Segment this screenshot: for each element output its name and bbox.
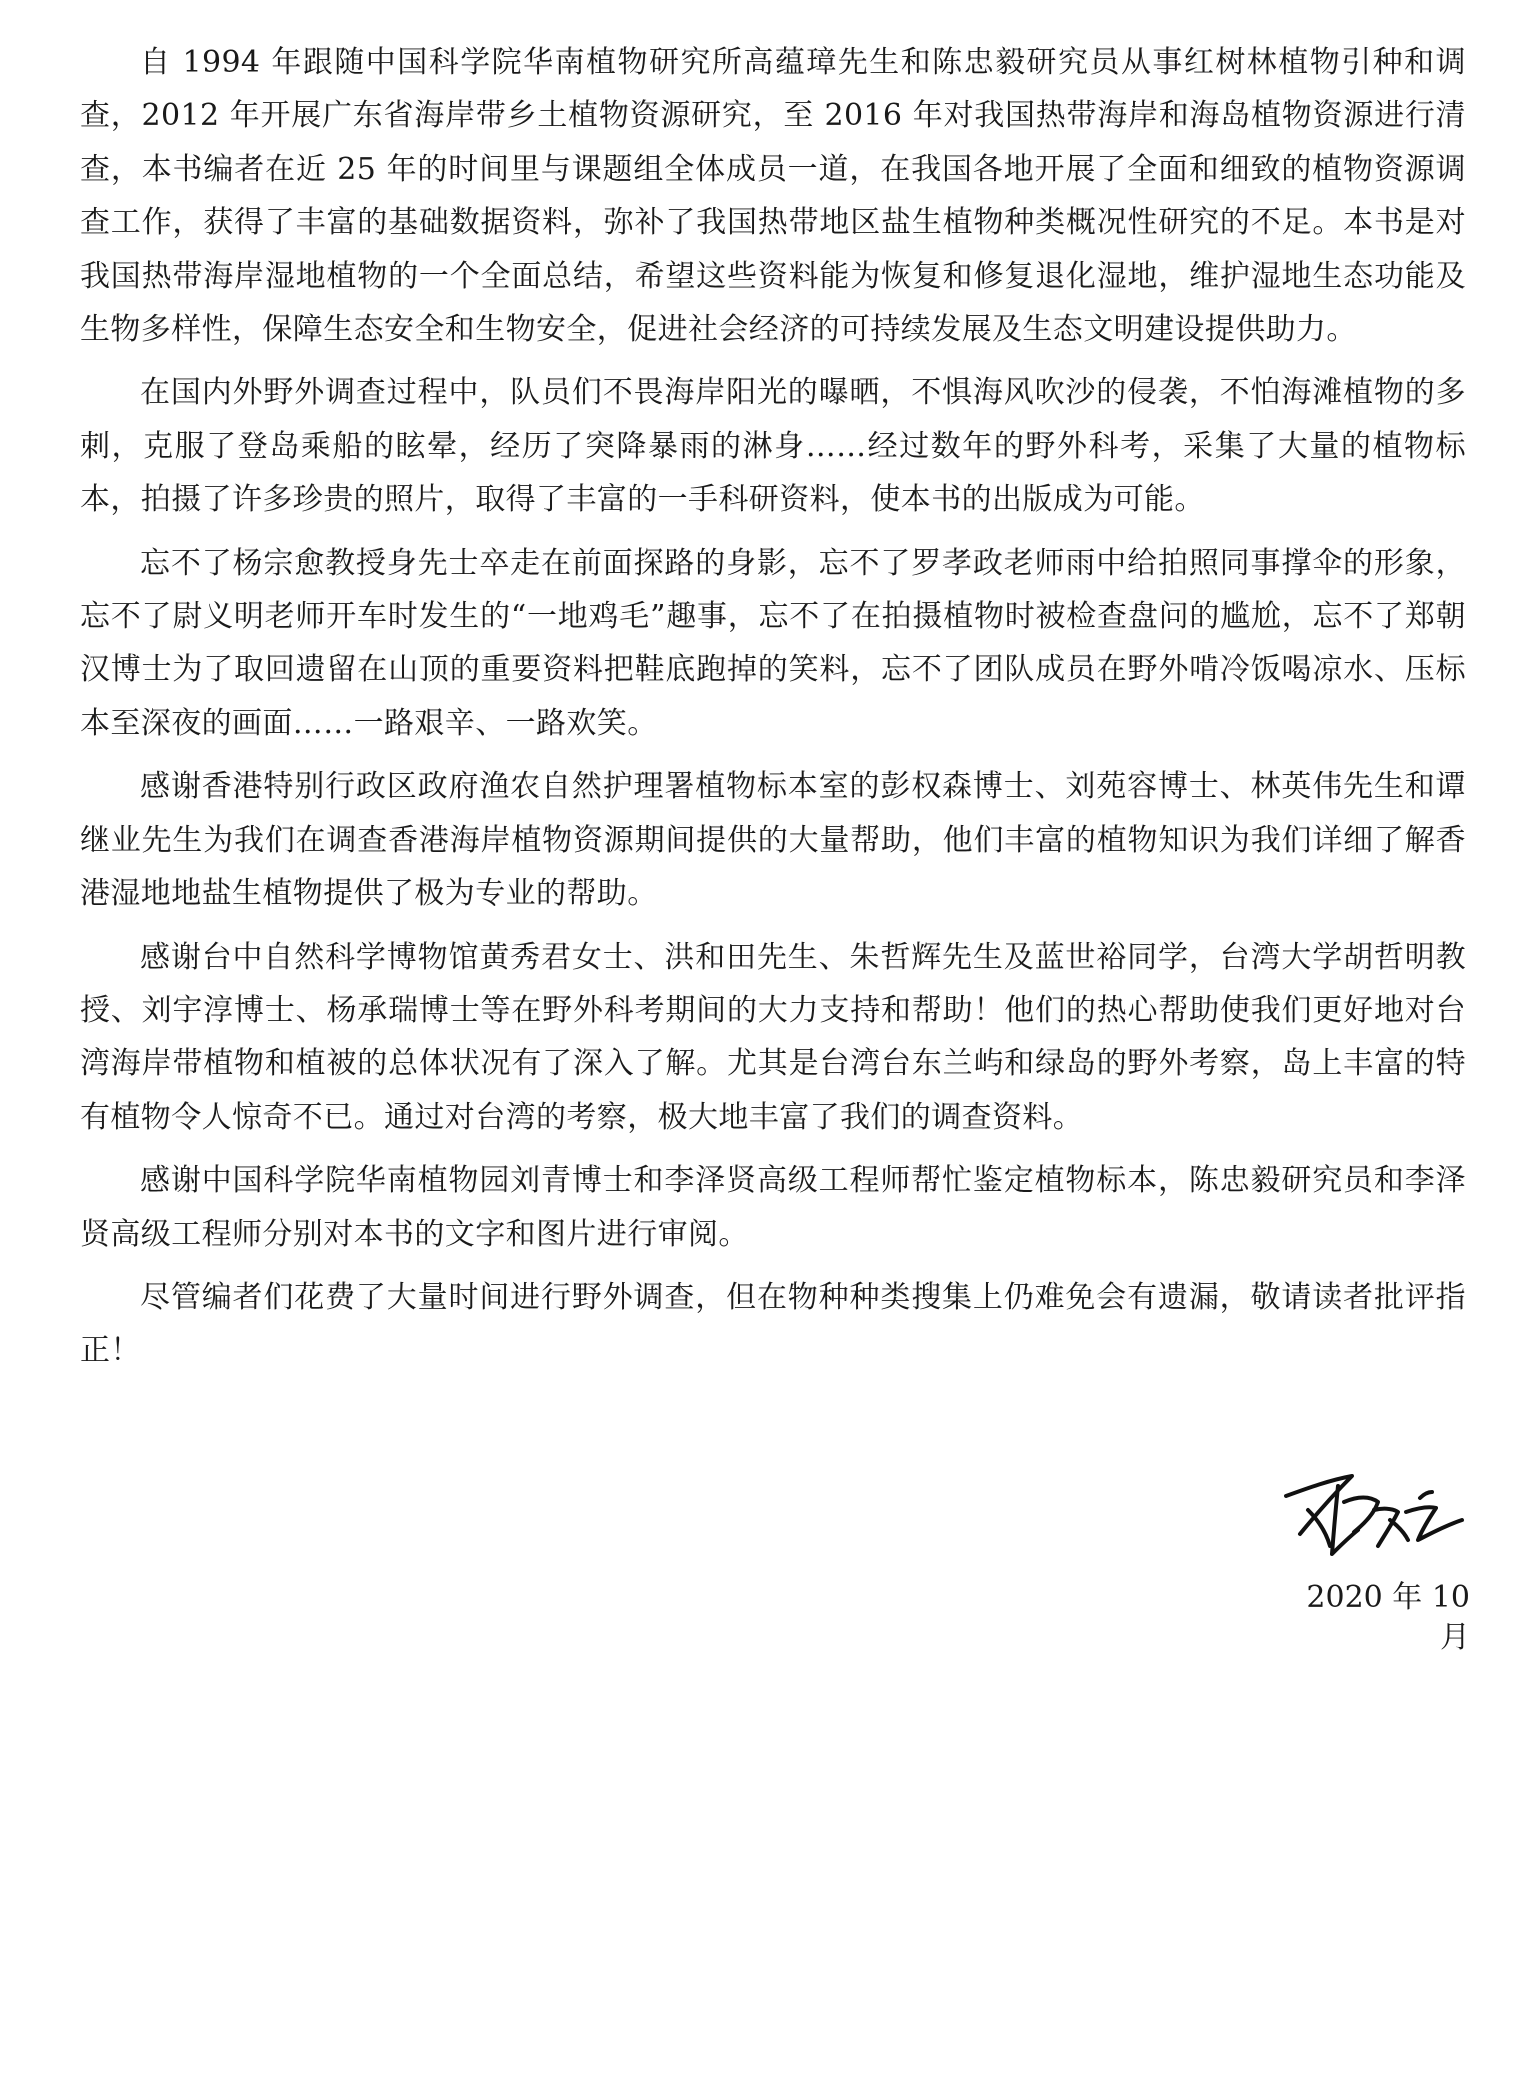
handwritten-signature	[1278, 1450, 1468, 1570]
paragraph-2: 在国内外野外调查过程中，队员们不畏海岸阳光的曝晒，不惧海风吹沙的侵袭，不怕海滩植物的多刺，克服了登岛乘船的眩晕，经历了突降暴雨的淋身……经过数年的野外科考，采集了大量的植物标本，拍摄了许多珍贵的照片，取得了丰富的一手科研资料，使本书的出版成为可能。	[80, 375, 1466, 518]
paragraph-1: 自 1994 年跟随中国科学院华南植物研究所高蕴璋先生和陈忠毅研究员从事红树林植物引种和调查，2012 年开展广东省海岸带乡土植物资源研究，至 2016 年对我国热带海岸和海岛植物资源进行清查，本书编者在近 25 年的时间里与课题组全体成员一道，在我国各地开展了全面和细致的植物资源调查工作，获得了丰富的基础数据资料，弥补了我国热带地区盐生植物种类概况性研究的不足。本书是对我国热带海岸湿地植物的一个全面总结，希望这些资料能为恢复和修复退化湿地，维护湿地生态功能及生物多样性，保障生态安全和生物安全，促进社会经济的可持续发展及生态文明建设提供助力。	[80, 45, 1466, 348]
paragraph-6: 感谢中国科学院华南植物园刘青博士和李泽贤高级工程师帮忙鉴定植物标本，陈忠毅研究员和李泽贤高级工程师分别对本书的文字和图片进行审阅。	[80, 1163, 1466, 1252]
paragraph-5: 感谢台中自然科学博物馆黄秀君女士、洪和田先生、朱哲辉先生及蓝世裕同学，台湾大学胡哲明教授、刘宇淳博士、杨承瑞博士等在野外科考期间的大力支持和帮助！他们的热心帮助使我们更好地对台湾海岸带植物和植被的总体状况有了深入了解。尤其是台湾台东兰屿和绿岛的野外考察，岛上丰富的特有植物令人惊奇不已。通过对台湾的考察，极大地丰富了我们的调查资料。	[80, 939, 1466, 1135]
paragraph-4: 感谢香港特别行政区政府渔农自然护理署植物标本室的彭权森博士、刘苑容博士、林英伟先生和谭继业先生为我们在调查香港海岸植物资源期间提供的大量帮助，他们丰富的植物知识为我们详细了解香港湿地地盐生植物提供了极为专业的帮助。	[80, 769, 1466, 912]
signature-date: 2020 年 10 月	[1306, 1580, 1470, 1655]
preface-body	[80, 36, 1466, 1388]
paragraph-3: 忘不了杨宗愈教授身先士卒走在前面探路的身影，忘不了罗孝政老师雨中给拍照同事撑伞的形象，忘不了尉义明老师开车时发生的“一地鸡毛”趣事，忘不了在拍摄植物时被检查盘问的尴尬，忘不了郑朝汉博士为了取回遗留在山顶的重要资料把鞋底跑掉的笑料，忘不了团队成员在野外啃冷饭喝凉水、压标本至深夜的画面……一路艰辛、一路欢笑。	[80, 545, 1466, 741]
paragraph-7: 尽管编者们花费了大量时间进行野外调查，但在物种种类搜集上仍难免会有遗漏，敬请读者批评指正！	[80, 1279, 1466, 1369]
